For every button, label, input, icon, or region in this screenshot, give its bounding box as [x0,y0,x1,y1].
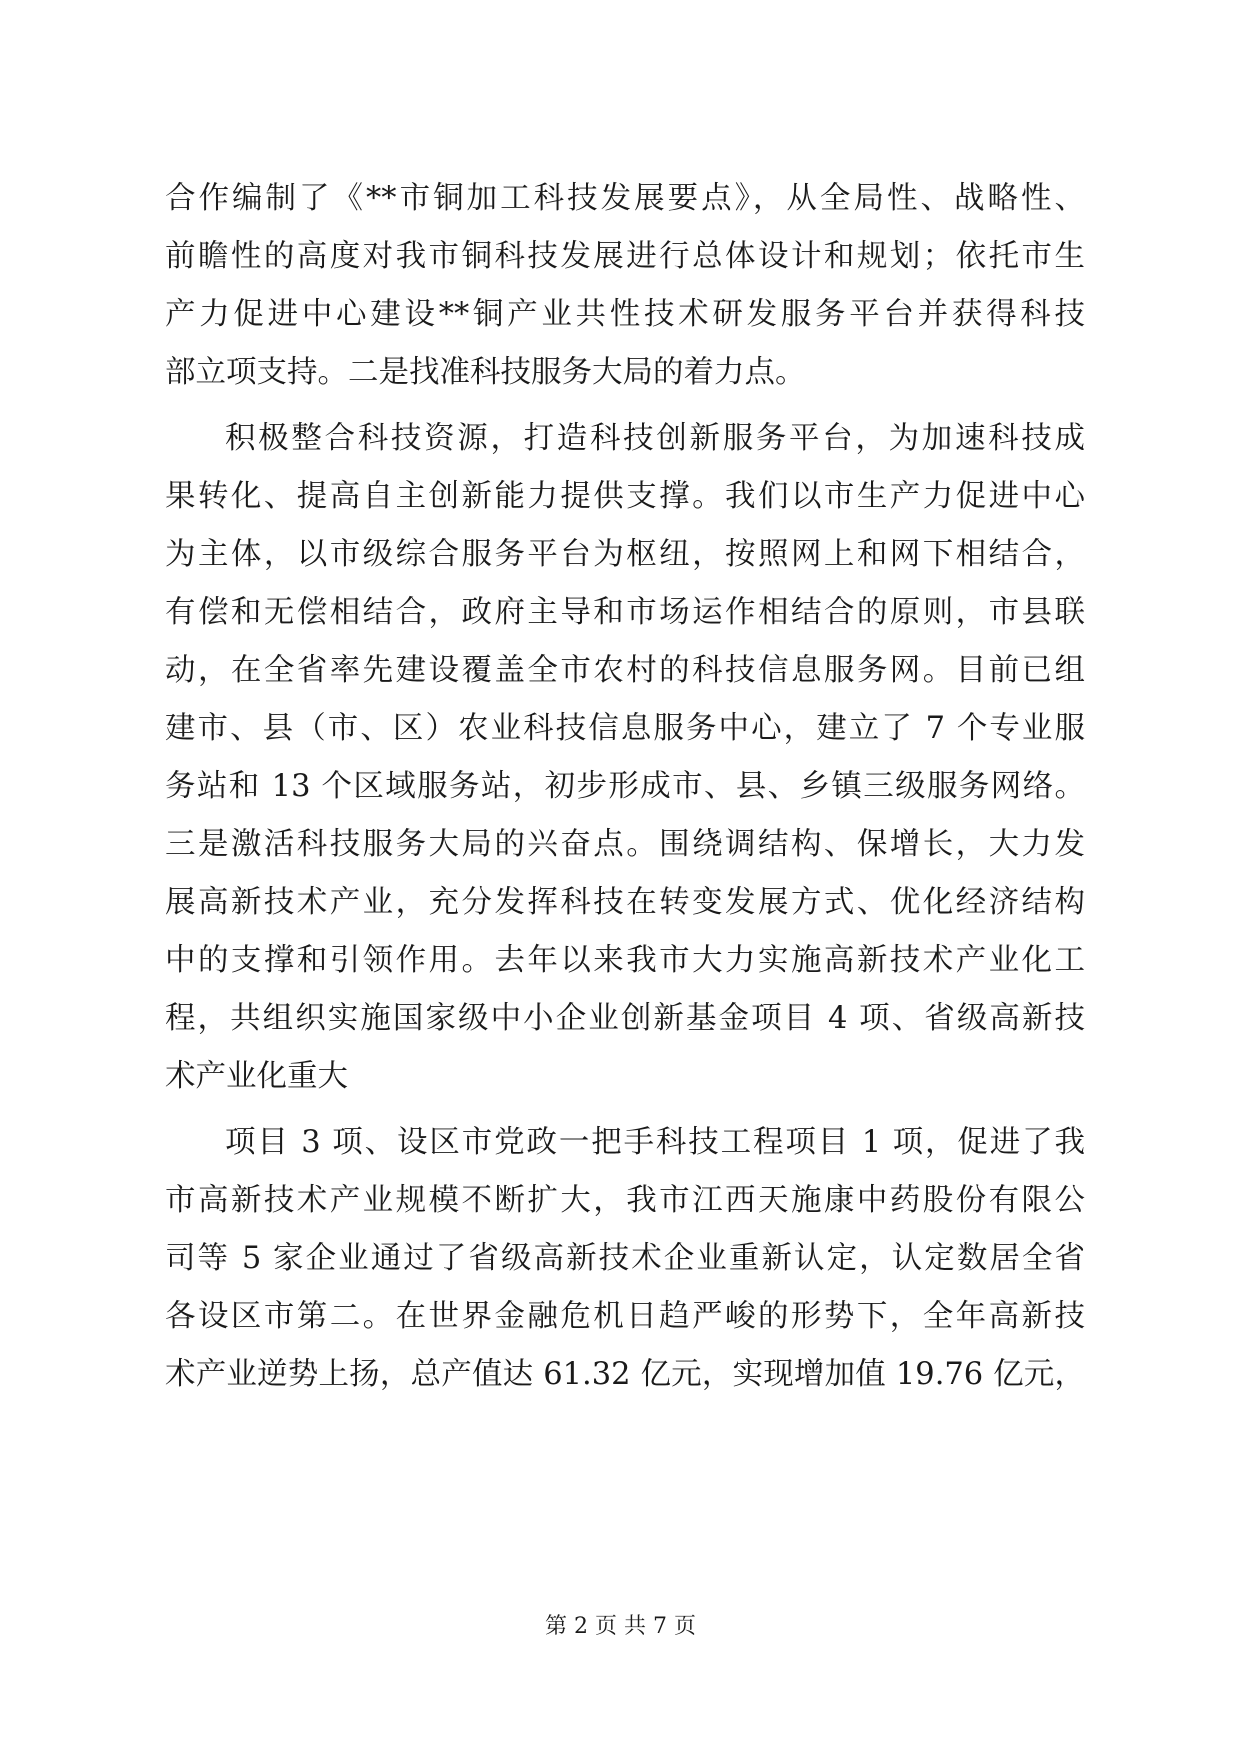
text-line: 部立项支持。二是找准科技服务大局的着力点。 [165,355,806,390]
text-line: 中的支撑和引领作用。去年以来我市大力实施高新技术产业化工 [165,943,1085,978]
text-line: 术产业逆势上扬，总产值达 61.32 亿元，实现增加值 19.76 亿元， [165,1357,1085,1392]
text-line: 动，在全省率先建设覆盖全市农村的科技信息服务网。目前已组 [165,653,1085,688]
text-line: 各设区市第二。在世界金融危机日趋严峻的形势下，全年高新技 [165,1299,1085,1334]
text-line: 前瞻性的高度对我市铜科技发展进行总体设计和规划；依托市生 [165,239,1085,274]
text-line: 为主体，以市级综合服务平台为枢纽，按照网上和网下相结合， [165,537,1085,572]
text-line: 建市、县（市、区）农业科技信息服务中心，建立了 7 个专业服 [165,711,1085,746]
text-line: 项目 3 项、设区市党政一把手科技工程项目 1 项，促进了我 [225,1125,1085,1160]
page-number-footer: 第 2 页 共 7 页 [545,1614,696,1639]
text-line: 程，共组织实施国家级中小企业创新基金项目 4 项、省级高新技 [165,1001,1085,1036]
text-line: 市高新技术产业规模不断扩大，我市江西天施康中药股份有限公 [165,1183,1085,1218]
text-line: 产力促进中心建设**铜产业共性技术研发服务平台并获得科技 [165,297,1085,332]
paragraph [165,170,1085,402]
text-line: 司等 5 家企业通过了省级高新技术企业重新认定，认定数居全省 [165,1241,1085,1276]
text-line: 术产业化重大 [165,1059,348,1094]
text-line: 果转化、提高自主创新能力提供支撑。我们以市生产力促进中心 [165,479,1085,514]
text-line: 积极整合科技资源，打造科技创新服务平台，为加速科技成 [225,421,1085,456]
document-body [165,170,1085,1404]
text-line: 有偿和无偿相结合，政府主导和市场运作相结合的原则，市县联 [165,595,1085,630]
text-line: 合作编制了《**市铜加工科技发展要点》，从全局性、战略性、 [165,181,1085,216]
paragraph [165,1114,1085,1404]
text-line: 三是激活科技服务大局的兴奋点。围绕调结构、保增长，大力发 [165,827,1085,862]
paragraph [165,410,1085,1106]
text-line: 展高新技术产业，充分发挥科技在转变发展方式、优化经济结构 [165,885,1085,920]
text-line: 务站和 13 个区域服务站，初步形成市、县、乡镇三级服务网络。 [165,769,1085,804]
